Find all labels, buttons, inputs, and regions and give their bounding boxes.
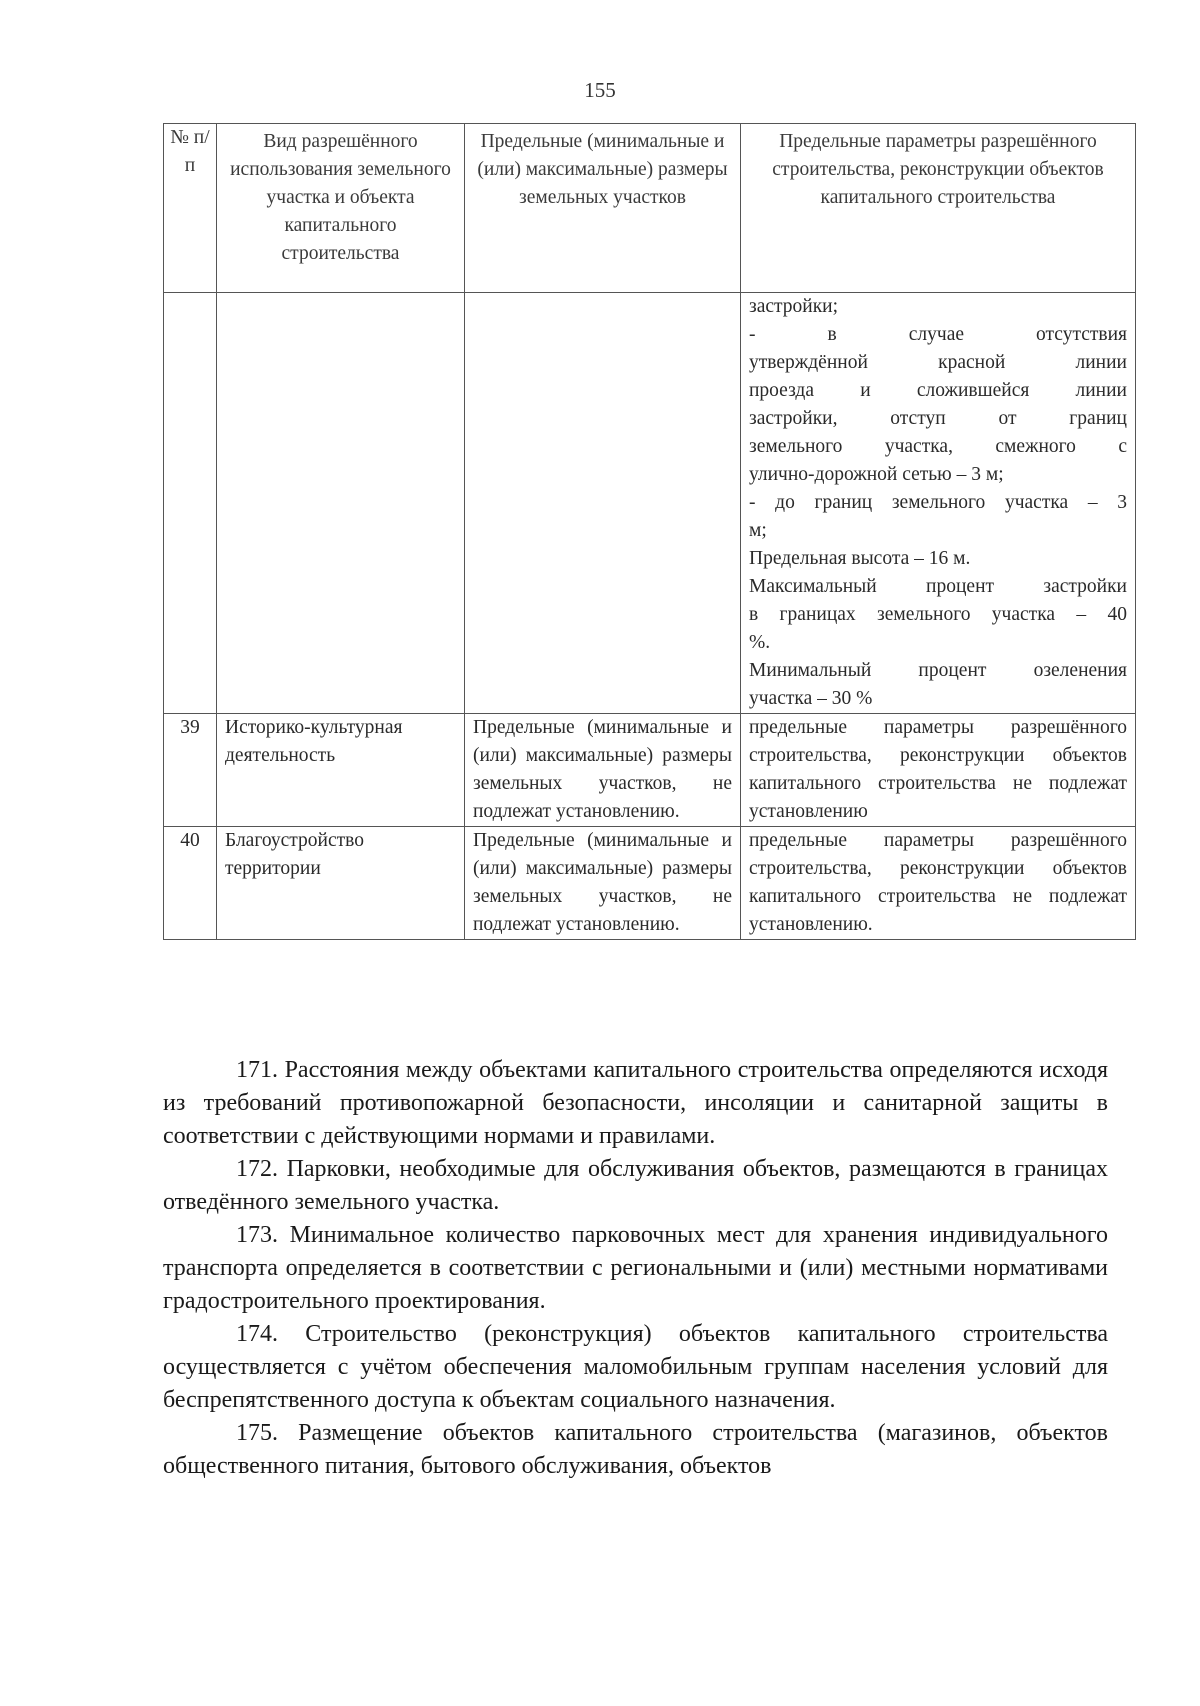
header-num: № п/п bbox=[164, 124, 217, 293]
table-row-continuation bbox=[164, 293, 1136, 714]
paragraph-174: 174. Строительство (реконструкция) объектов капитального строительства осуществляется с учётом обеспечения маломобильным группам населения условий для беспрепятственного доступа к объектам социального назначения. bbox=[163, 1321, 1108, 1413]
paragraph-172: 172. Парковки, необходимые для обслуживания объектов, размещаются в границах отведённого земельного участка. bbox=[163, 1156, 1108, 1215]
paragraph-175: 175. Размещение объектов капитального строительства (магазинов, объектов общественного питания, бытового обслуживания, объектов bbox=[163, 1420, 1108, 1479]
params-line: - до границ земельного участка – 3 bbox=[749, 492, 1127, 513]
cell-params bbox=[741, 293, 1136, 714]
land-use-table bbox=[163, 123, 1136, 940]
header-params: Предельные параметры разрешённого строительства, реконструкции объектов капитального строительства bbox=[741, 124, 1136, 293]
body-text bbox=[163, 1054, 1108, 1483]
cell-use-type: Историко-культурная деятельность bbox=[217, 714, 465, 827]
params-line: м; bbox=[749, 520, 767, 541]
params-line: Максимальный процент застройки bbox=[749, 576, 1127, 597]
params-line: утверждённой красной линии bbox=[749, 352, 1127, 373]
params-line: улично-дорожной сетью – 3 м; bbox=[749, 464, 1004, 485]
cell-sizes: Предельные (минимальные и (или) максимальные) размеры земельных участков, не подлежат установлению. bbox=[465, 827, 741, 940]
table-row bbox=[164, 714, 1136, 827]
cell-num: 40 bbox=[164, 827, 217, 940]
header-sizes: Предельные (минимальные и (или) максимальные) размеры земельных участков bbox=[465, 124, 741, 293]
params-line: застройки, отступ от границ bbox=[749, 408, 1127, 429]
params-line: участка – 30 % bbox=[749, 688, 873, 709]
header-use-type: Вид разрешённого использования земельного участка и объекта капитального строительства bbox=[217, 124, 465, 293]
params-line: - в случае отсутствия bbox=[749, 324, 1127, 345]
params-line: проезда и сложившейся линии bbox=[749, 380, 1127, 401]
params-line: земельного участка, смежного с bbox=[749, 436, 1127, 457]
cell-use-type bbox=[217, 293, 465, 714]
params-line: в границах земельного участка – 40 bbox=[749, 604, 1127, 625]
table-header-row bbox=[164, 124, 1136, 293]
cell-params: предельные параметры разрешённого строительства, реконструкции объектов капитального строительства не подлежат установлению. bbox=[741, 827, 1136, 940]
table-row bbox=[164, 827, 1136, 940]
cell-use-type: Благоустройство территории bbox=[217, 827, 465, 940]
cell-sizes: Предельные (минимальные и (или) максимальные) размеры земельных участков, не подлежат установлению. bbox=[465, 714, 741, 827]
cell-num: 39 bbox=[164, 714, 217, 827]
params-line: Предельная высота – 16 м. bbox=[749, 548, 971, 569]
params-line: Минимальный процент озеленения bbox=[749, 660, 1127, 681]
params-line: застройки; bbox=[749, 296, 839, 317]
cell-num bbox=[164, 293, 217, 714]
params-line: %. bbox=[749, 632, 771, 653]
paragraph-171: 171. Расстояния между объектами капитального строительства определяются исходя из требований противопожарной безопасности, инсоляции и санитарной защиты в соответствии с действующими нормами и правилами. bbox=[163, 1057, 1108, 1149]
paragraph-173: 173. Минимальное количество парковочных мест для хранения индивидуального транспорта определяется в соответствии с региональными и (или) местными нормативами градостроительного проектирования. bbox=[163, 1222, 1108, 1314]
cell-params: предельные параметры разрешённого строительства, реконструкции объектов капитального строительства не подлежат установлению bbox=[741, 714, 1136, 827]
cell-sizes bbox=[465, 293, 741, 714]
page-number: 155 bbox=[584, 78, 616, 102]
